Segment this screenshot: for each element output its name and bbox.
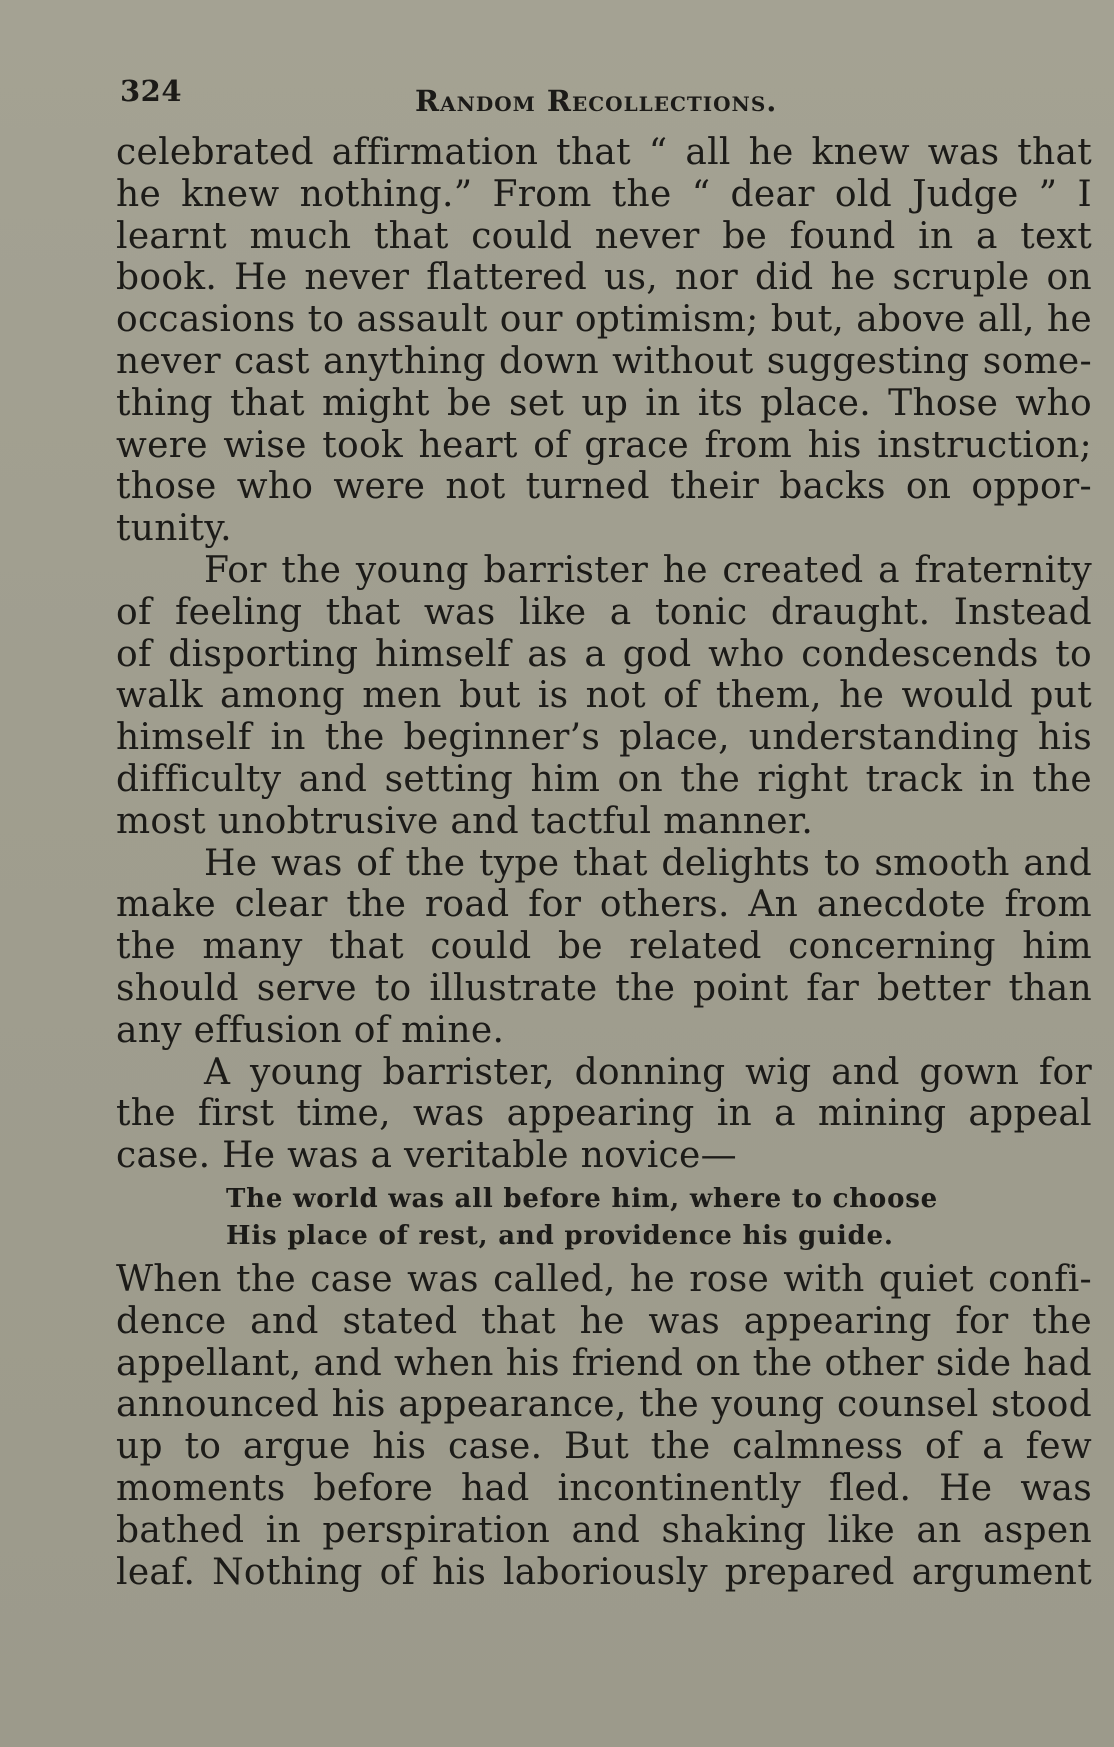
text-line: case. He was a veritable novice— <box>116 1135 737 1177</box>
quote-line: The world was all before him, where to choose <box>226 1183 938 1214</box>
running-head: Random Recollections. <box>415 84 778 118</box>
paragraph-3 <box>116 843 1092 1052</box>
quote-line: His place of rest, and providence his guide. <box>226 1220 894 1251</box>
text-line: He was of the type that delights to smooth and <box>204 842 1092 884</box>
paragraph-1 <box>116 132 1092 550</box>
text-line: occasions to assault our optimism; but, above all, he <box>116 299 1092 341</box>
paragraph-4 <box>116 1052 1092 1177</box>
text-line: himself in the beginner’s place, understanding his <box>116 717 1092 759</box>
text-line: of feeling that was like a tonic draught. Instead <box>116 591 1092 633</box>
text-line: When the case was called, he rose with quiet confi- <box>116 1258 1092 1300</box>
text-line: appellant, and when his friend on the other side had <box>116 1342 1092 1384</box>
text-line: up to argue his case. But the calmness of a few <box>116 1426 1092 1468</box>
paragraph-2 <box>116 550 1092 843</box>
text-line: learnt much that could never be found in a text <box>116 215 1092 257</box>
body-text <box>116 132 1092 1593</box>
text-line: were wise took heart of grace from his instruction; <box>116 424 1092 466</box>
text-line: tunity. <box>116 508 232 550</box>
text-line: thing that might be set up in its place. Those who <box>116 382 1092 424</box>
text-line: moments before had incontinently fled. He was <box>116 1467 1092 1509</box>
text-line: the first time, was appearing in a mining appeal <box>116 1093 1092 1135</box>
text-line: bathed in perspiration and shaking like an aspen <box>116 1509 1092 1551</box>
text-line: walk among men but is not of them, he would put <box>116 675 1092 717</box>
text-line: A young barrister, donning wig and gown for <box>204 1051 1092 1093</box>
text-line: For the young barrister he created a fraternity <box>204 549 1092 591</box>
page-number: 324 <box>120 74 183 108</box>
page-header <box>120 74 1090 124</box>
text-line: make clear the road for others. An anecdote from <box>116 884 1092 926</box>
text-line: book. He never flattered us, nor did he scruple on <box>116 257 1092 299</box>
text-line: announced his appearance, the young counsel stood <box>116 1384 1092 1426</box>
paragraph-5 <box>116 1259 1092 1593</box>
text-line: should serve to illustrate the point far better than <box>116 967 1092 1009</box>
text-line: dence and stated that he was appearing for the <box>116 1300 1092 1342</box>
verse-quotation <box>116 1181 1092 1255</box>
text-line: never cast anything down without suggesting some- <box>116 340 1092 382</box>
text-line: he knew nothing.” From the “ dear old Judge ” I <box>116 173 1092 215</box>
text-line: most unobtrusive and tactful manner. <box>116 800 814 842</box>
text-line: of disporting himself as a god who condescends to <box>116 633 1092 675</box>
text-line: leaf. Nothing of his laboriously prepared argument <box>116 1551 1092 1593</box>
text-line: the many that could be related concerning him <box>116 926 1092 968</box>
text-line: any effusion of mine. <box>116 1009 505 1051</box>
text-line: those who were not turned their backs on oppor- <box>116 466 1092 508</box>
text-line: celebrated affirmation that “ all he knew was that <box>116 132 1092 173</box>
text-line: difficulty and setting him on the right track in the <box>116 758 1092 800</box>
